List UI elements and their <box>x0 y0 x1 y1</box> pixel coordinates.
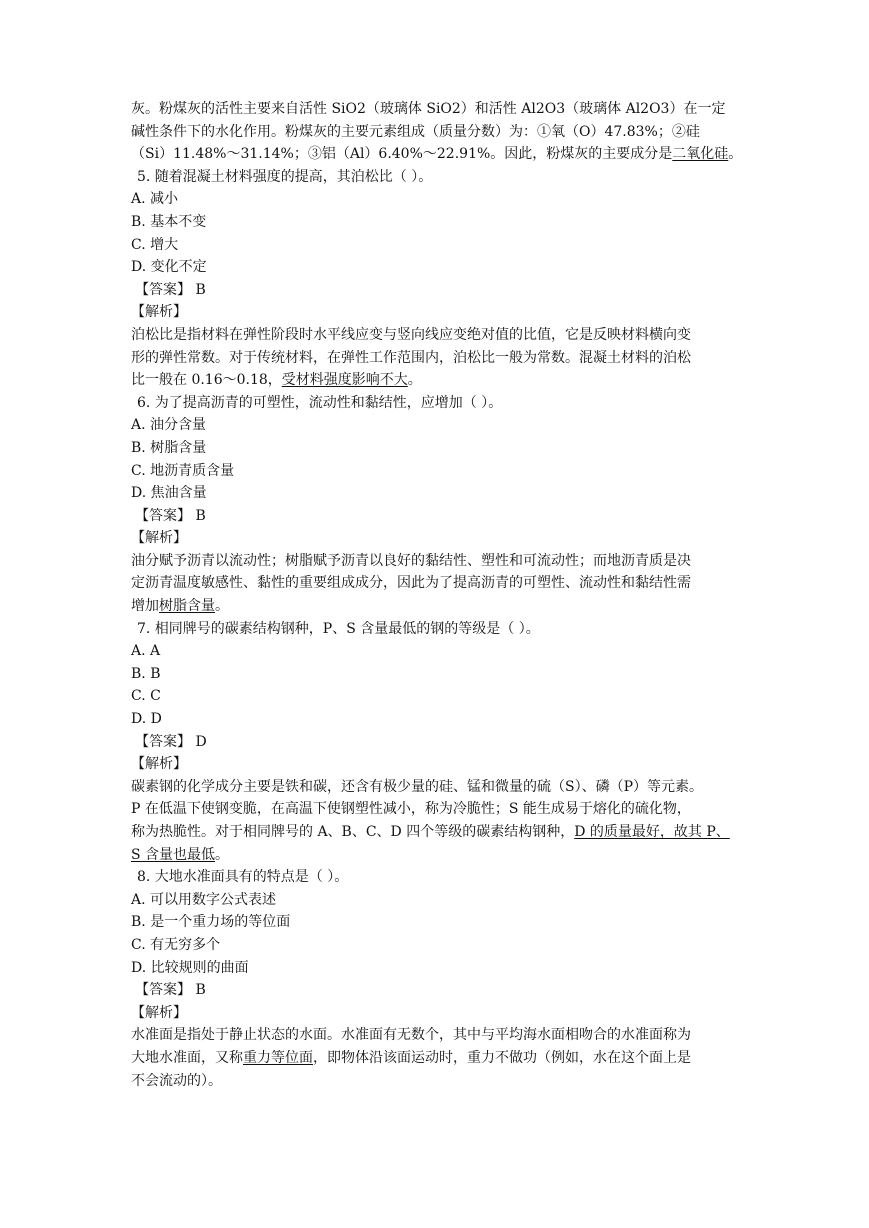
option-c: C. C <box>131 688 161 705</box>
key-term-underline: D 的质量最好，故其 P、 <box>574 824 730 840</box>
option-c: C. 有无穷多个 <box>131 936 221 953</box>
question-text: 5. 随着混凝土材料强度的提高，其泊松比（ ）。 <box>137 168 433 185</box>
text-line: 碱性条件下的水化作用。粉煤灰的主要元素组成（质量分数）为：①氧（O）47.83%；②硅 <box>131 123 700 140</box>
option-c: C. 增大 <box>131 236 179 253</box>
key-term-underline: 二氧化硅 <box>672 146 729 163</box>
key-term-underline: 重力等位面 <box>243 1049 313 1066</box>
analysis-line: 泊松比是指材料在弹性阶段时水平线应变与竖向线应变绝对值的比值，它是反映材料横向变 <box>131 326 691 343</box>
option-b: B. 是一个重力场的等位面 <box>131 914 291 931</box>
key-term-underline: 树脂含量 <box>159 598 215 615</box>
question-text: 8. 大地水准面具有的特点是（ ）。 <box>137 869 349 886</box>
analysis-line: 不会流动的）。 <box>131 1072 222 1089</box>
question-block-6 <box>131 392 739 618</box>
analysis-line: 形的弹性常数。对于传统材料，在弹性工作范围内，泊松比一般为常数。混凝土材料的泊松 <box>131 349 691 366</box>
analysis-line: 水准面是指处于静止状态的水面。水准面有无数个，其中与平均海水面相吻合的水准面称为 <box>131 1027 691 1044</box>
option-c: C. 地沥青质含量 <box>131 462 235 479</box>
option-d: D. 变化不定 <box>131 259 207 276</box>
intro-paragraph <box>131 98 743 166</box>
analysis-line: 大地水准面，又称重力等位面，即物体沿该面运动时，重力不做功（例如，水在这个面上是 <box>131 1049 691 1066</box>
option-d: D. 比较规则的曲面 <box>131 959 249 976</box>
question-block-5 <box>131 166 739 392</box>
analysis-label: 【解析】 <box>131 304 187 321</box>
option-a: A. 油分含量 <box>131 417 207 434</box>
option-b: B. B <box>131 665 161 682</box>
analysis-line: 增加树脂含量。 <box>131 598 229 615</box>
key-term-underline: S 含量也最低 <box>131 846 216 863</box>
text-line: （Si）11.48%～31.14%；③铝（Al）6.40%～22.91%。因此，粉煤灰的主要成分是二氧化硅。 <box>131 146 743 163</box>
key-term-underline: 受材料强度影响不大 <box>281 372 408 389</box>
analysis-line: 定沥青温度敏感性、黏性的重要组成成分，因此为了提高沥青的可塑性、流动性和黏结性需 <box>131 575 691 592</box>
option-d: D. D <box>131 711 162 728</box>
document-body <box>131 98 743 1092</box>
question-text: 6. 为了提高沥青的可塑性，流动性和黏结性，应增加（ ）。 <box>137 394 503 411</box>
option-a: A. 减小 <box>131 191 179 208</box>
analysis-label: 【解析】 <box>131 756 187 773</box>
text-line: 灰。粉煤灰的活性主要来自活性 SiO2（玻璃体 SiO2）和活性 Al2O3（玻璃体 Al2O3）在一定 <box>131 101 726 117</box>
analysis-line: 油分赋予沥青以流动性；树脂赋予沥青以良好的黏结性、塑性和可流动性；而地沥青质是决 <box>131 552 691 569</box>
analysis-line: S 含量也最低。 <box>131 846 230 863</box>
option-d: D. 焦油含量 <box>131 485 207 502</box>
option-a: A. A <box>131 643 161 660</box>
answer-line: 【答案】 D <box>135 733 207 750</box>
option-b: B. 树脂含量 <box>131 439 207 456</box>
option-b: B. 基本不变 <box>131 213 207 230</box>
question-text: 7. 相同牌号的碳素结构钢种，P、S 含量最低的钢的等级是（ ）。 <box>137 620 540 637</box>
question-block-8 <box>131 866 739 1092</box>
answer-line: 【答案】 B <box>135 982 206 999</box>
answer-line: 【答案】 B <box>135 507 206 524</box>
analysis-line: P 在低温下使钢变脆，在高温下使钢塑性减小，称为冷脆性；S 能生成易于熔化的硫化物， <box>131 801 691 818</box>
analysis-line: 比一般在 0.16～0.18，受材料强度影响不大。 <box>131 372 422 389</box>
analysis-label: 【解析】 <box>131 530 187 547</box>
analysis-line: 称为热脆性。对于相同牌号的 A、B、C、D 四个等级的碳素结构钢种，D 的质量最好，故其 P、 <box>131 824 730 840</box>
analysis-line: 碳素钢的化学成分主要是铁和碳，还含有极少量的硅、锰和微量的硫（S）、磷（P）等元素。 <box>131 778 704 795</box>
option-a: A. 可以用数字公式表述 <box>131 891 277 908</box>
analysis-label: 【解析】 <box>131 1004 187 1021</box>
question-block-7 <box>131 618 739 867</box>
answer-line: 【答案】 B <box>135 281 206 298</box>
